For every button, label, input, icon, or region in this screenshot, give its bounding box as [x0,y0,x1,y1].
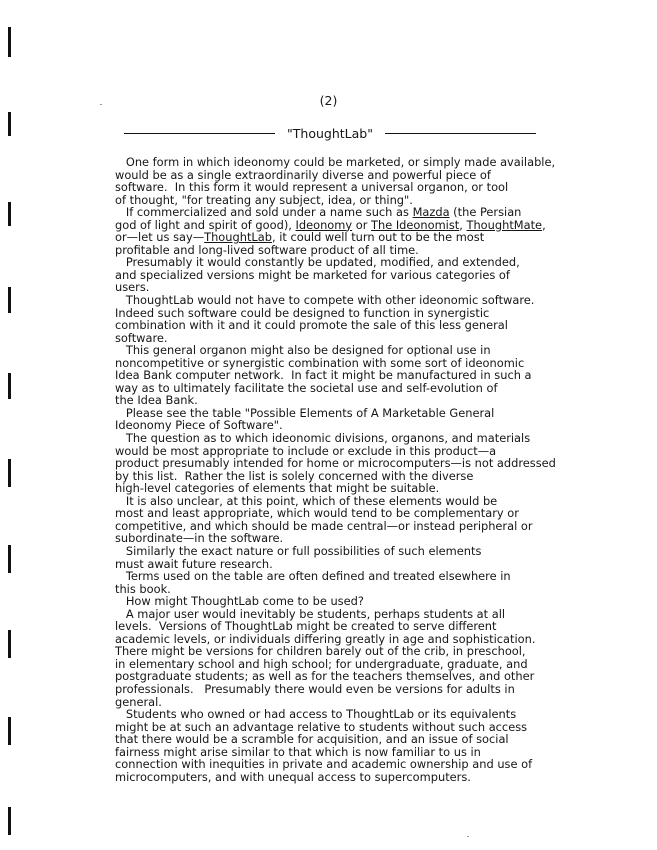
text-run: users. [115,280,150,295]
margin-mark [8,112,11,136]
margin-mark [8,545,11,573]
scan-speck [467,836,469,837]
text-run: There might be versions for children barely out of the crib, in preschool, [115,644,526,659]
margin-mark [8,202,11,226]
text-run: god of light and spirit of good), [115,217,296,232]
text-run: It is also unclear, at this point, which of these elements would be [115,493,498,508]
margin-mark [8,807,11,835]
body-text [115,156,555,783]
text-run: postgraduate students; as well as for the teachers themselves, and other [115,669,535,684]
text-run: or—let us say— [115,230,205,245]
text-run: by this list. Rather the list is solely concerned with the diverse [115,468,474,483]
text-run: of thought, "for treating any subject, idea, or thing". [115,192,413,207]
text-run: and specialized versions might be marketed for various categories of [115,267,510,282]
text-run: might be at such an advantage relative to students without such access [115,719,528,734]
text-run: profitable and long-lived software product of all time. [115,242,419,257]
text-run: A major user would inevitably be students, perhaps students at all [115,606,506,621]
text-run: academic levels, or individuals differing greatly in age and sophistication. [115,631,536,646]
text-run: general. [115,694,162,709]
text-line [115,570,555,583]
text-run: or [352,217,372,232]
text-run: most and least appropriate, which would tend to be complementary or [115,506,519,521]
text-run: Ideonomy Piece of Software". [115,418,283,433]
title-rule-left [124,133,275,134]
margin-mark [8,717,11,745]
title-rule-right [385,133,536,134]
text-run: would be most appropriate to include or exclude in this product—a [115,443,497,458]
text-run: Idea Bank computer network. In fact it might be manufactured in such a [115,368,532,383]
margin-mark [8,287,11,313]
margin-mark [8,373,11,399]
text-run: product presumably intended for home or microcomputers—is not addressed [115,456,556,471]
text-line [115,683,555,696]
text-run: professionals. Presumably there would even be versions for adults in [115,681,515,696]
text-run: this book. [115,581,171,596]
text-run: , it could well turn out to be the most [271,230,485,245]
text-run: , [542,217,546,232]
text-run: that there would be a scramble for acquisition, and an issue of social [115,732,509,747]
text-run: Please see the table "Possible Elements of A Marketable General [115,405,495,420]
underlined-name: ThoughtLab [204,230,272,245]
text-run: the Idea Bank. [115,393,198,408]
text-run: must await future research. [115,556,273,571]
text-run: high-level categories of elements that might be suitable. [115,481,440,496]
text-run: , [459,217,467,232]
margin-mark [8,630,11,658]
text-run: Terms used on the table are often defined and treated elsewhere in [115,569,511,584]
text-run: ThoughtLab would not have to compete with other ideonomic software. [115,293,535,308]
text-run: Students who owned or had access to ThoughtLab or its equivalents [115,707,517,722]
title-row [124,125,536,141]
text-run: How might ThoughtLab come to be used? [115,594,364,609]
text-run: subordinate—in the software. [115,531,284,546]
underlined-name: ThoughtMate [466,217,543,232]
text-run: fairness might arise similar to that which is now familiar to us in [115,744,481,759]
text-run: This general organon might also be designed for optional use in [115,343,491,358]
text-run: The question as to which ideonomic divisions, organons, and materials [115,431,531,446]
text-run: would be as a single extraordinarily diverse and powerful piece of [115,167,491,182]
margin-mark [8,27,11,57]
text-run: levels. Versions of ThoughtLab might be created to serve different [115,619,497,634]
text-run: combination with it and it could promote the sale of this less general [115,318,508,333]
text-run: Similarly the exact nature or full possibilities of such elements [115,543,482,558]
text-run: software. [115,330,168,345]
text-run: in elementary school and high school; for undergraduate, graduate, and [115,656,528,671]
text-run: Indeed such software could be designed to function in synergistic [115,305,490,320]
page-title: "ThoughtLab" [287,125,373,141]
text-line [115,771,555,784]
text-run: noncompetitive or synergistic combination with some sort of ideonomic [115,355,525,370]
text-line [115,269,555,282]
text-line [115,319,555,332]
text-run: microcomputers, and with unequal access to supercomputers. [115,769,471,784]
text-run: (the Persian [449,205,522,220]
text-run: software. In this form it would represent a universal organon, or tool [115,180,509,195]
underlined-name: Ideonomy [295,217,353,232]
underlined-name: Mazda [412,205,450,220]
text-run: connection with inequities in private and academic ownership and use of [115,757,533,772]
text-run: If commercialized and sold under a name such as [115,205,413,220]
text-run: One form in which ideonomy could be marketed, or simply made available, [115,155,556,169]
page-number: (2) [319,93,338,108]
text-run: Presumably it would constantly be updated, modified, and extended, [115,255,520,270]
margin-mark [8,459,11,487]
underlined-name: The Ideonomist [371,217,460,232]
text-run: competitive, and which should be made central—or instead peripheral or [115,518,533,533]
text-run: way as to ultimately facilitate the societal use and self-evolution of [115,380,498,395]
